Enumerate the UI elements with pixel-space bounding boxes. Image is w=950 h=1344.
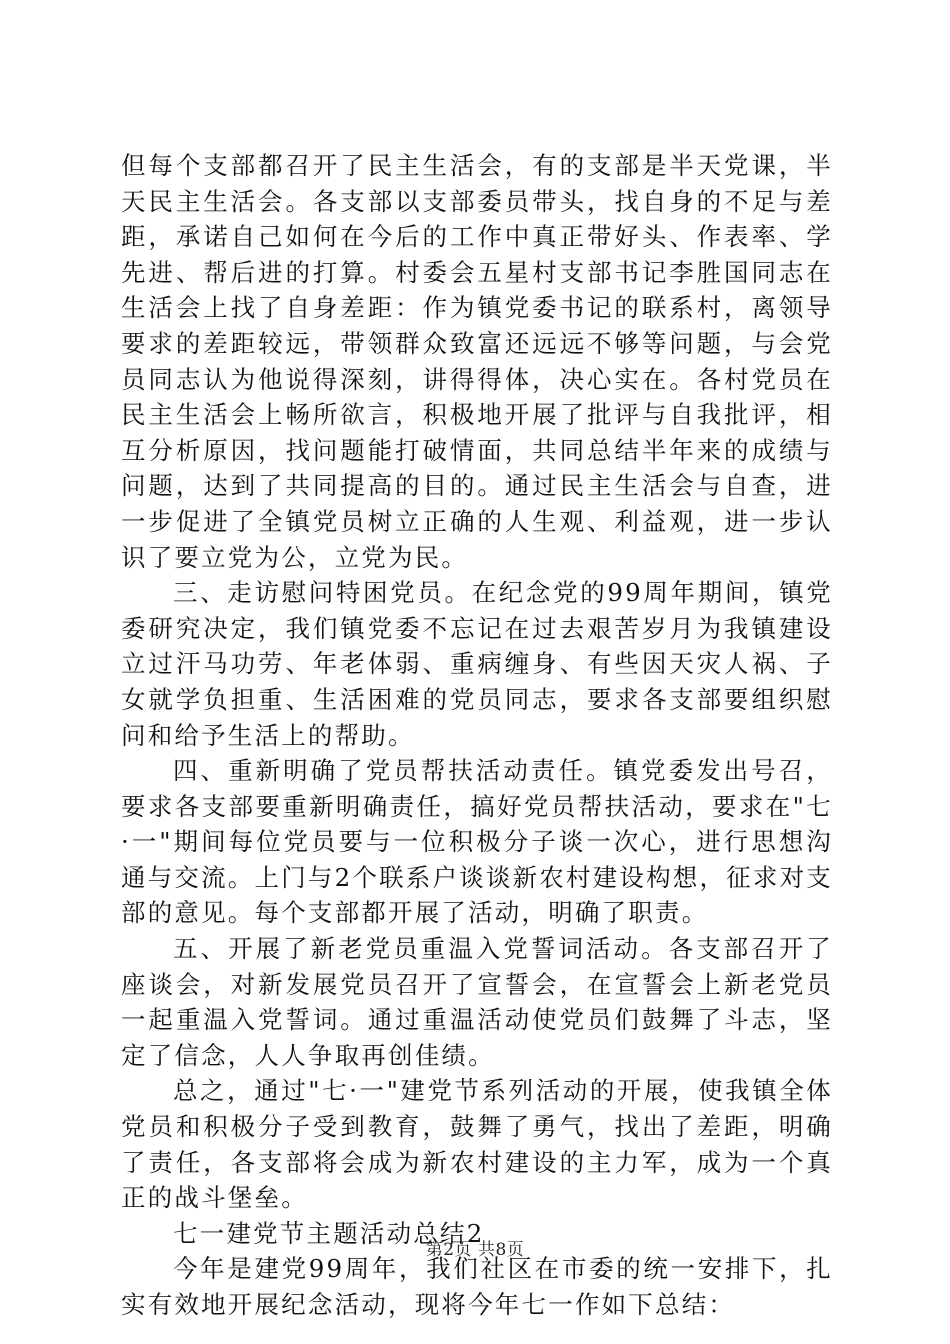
paragraph-assistance-responsibility: 四、重新明确了党员帮扶活动责任。镇党委发出号召，要求各支部要重新明确责任，搞好党员帮扶活动，要求在"七·一"期间每位党员要与一位积极分子谈一次心，进行思想沟通与交流。上门与2个联系户谈谈新农村建设构想，征求对支部的意见。每个支部都开展了活动，明确了职责。	[121, 756, 833, 928]
paragraph-intro: 今年是建党99周年，我们社区在市委的统一安排下，扎实有效地开展纪念活动，现将今年七一作如下总结：	[121, 1254, 833, 1319]
section-heading: 七一建党节主题活动总结2	[173, 1218, 485, 1248]
document-body	[121, 148, 833, 1323]
paragraph-visit-needy-members: 三、走访慰问特困党员。在纪念党的99周年期间，镇党委研究决定，我们镇党委不忘记在过去艰苦岁月为我镇建设立过汗马功劳、年老体弱、重病缠身、有些因天灾人祸、子女就学负担重、生活困难的党员同志，要求各支部要组织慰问和给予生活上的帮助。	[121, 578, 833, 750]
paragraph-oath-review: 五、开展了新老党员重温入党誓词活动。各支部召开了座谈会，对新发展党员召开了宣誓会，在宣誓会上新老党员一起重温入党誓词。通过重温活动使党员们鼓舞了斗志，坚定了信念，人人争取再创佳绩。	[121, 934, 833, 1070]
paragraph-democratic-life-meeting: 但每个支部都召开了民主生活会，有的支部是半天党课，半天民主生活会。各支部以支部委员带头，找自身的不足与差距，承诺自己如何在今后的工作中真正带好头、作表率、学先进、帮后进的打算。村委会五星村支部书记李胜国同志在生活会上找了自身差距：作为镇党委书记的联系村，离领导要求的差距较远，带领群众致富还远远不够等问题，与会党员同志认为他说得深刻，讲得得体，决心实在。各村党员在民主生活会上畅所欲言，积极地开展了批评与自我批评，相互分析原因，找问题能打破情面，共同总结半年来的成绩与问题，达到了共同提高的目的。通过民主生活会与自查，进一步促进了全镇党员树立正确的人生观、利益观，进一步认识了要立党为公，立党为民。	[121, 151, 833, 572]
page-number-footer: 第2页 共8页	[425, 1240, 525, 1260]
paragraph-summary: 总之，通过"七·一"建党节系列活动的开展，使我镇全体党员和积极分子受到教育，鼓舞了勇气，找出了差距，明确了责任，各支部将会成为新农村建设的主力军，成为一个真正的战斗堡垒。	[121, 1076, 833, 1213]
